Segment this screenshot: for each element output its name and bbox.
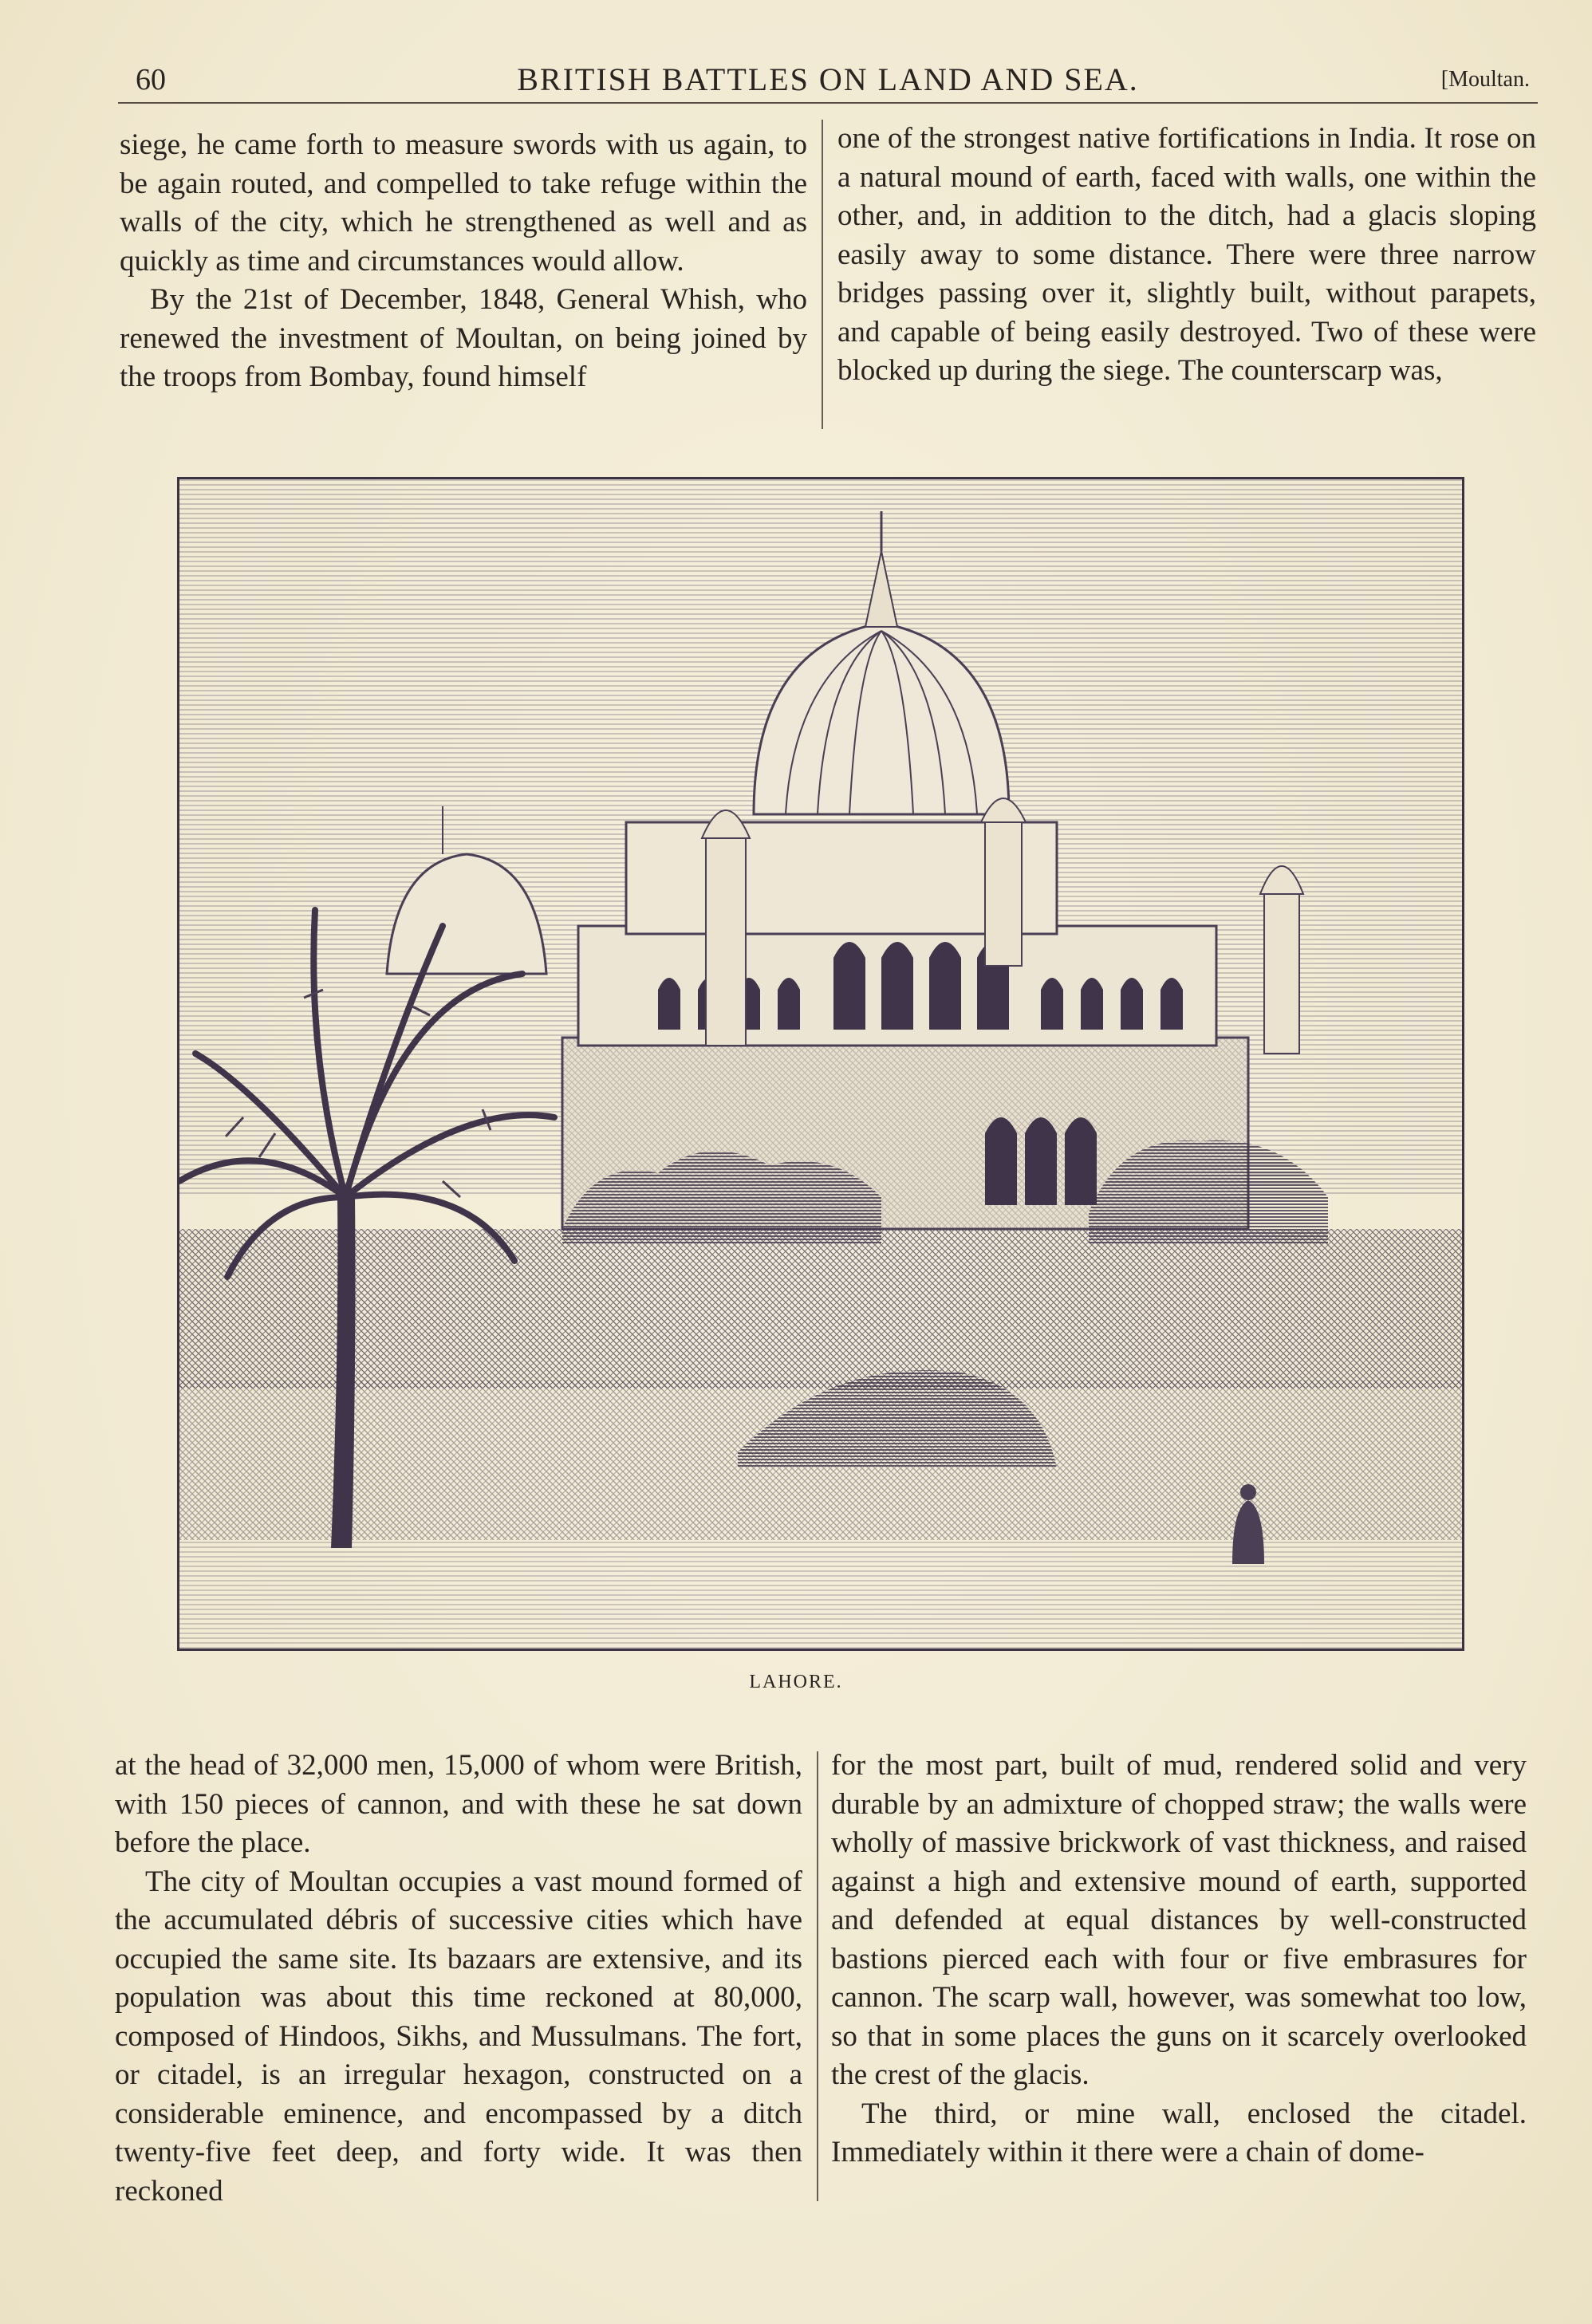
running-title: BRITISH BATTLES ON LAND AND SEA.	[517, 61, 1139, 97]
lahore-engraving	[177, 477, 1464, 1651]
paragraph: By the 21st of December, 1848, General Whish, who renewed the investment of Moultan, on being joined by the troops from Bombay, found himself	[120, 283, 807, 393]
paragraph: siege, he came forth to measure swords with us again, to be again routed, and compelled to take refuge within the walls of the city, which he strengthened as well and as quickly as time and circumstances would allow.	[120, 128, 807, 278]
paragraph: The city of Moultan occupies a vast mound formed of the accumulated débris of successive cities which have occupied the same site. Its bazaars are extensive, and its population was about this time reckoned at 80,000, composed of Hindoos, Sikhs, and Mussulmans. The fort, or citadel, is an irregular hexagon, constructed on a considerable eminence, and encompassed by a ditch twenty-five feet deep, and forty wide. It was then reckoned	[115, 1865, 802, 2208]
fort-wall	[179, 1229, 1462, 1388]
illustration-caption: LAHORE.	[749, 1672, 843, 1692]
paragraph: at the head of 32,000 men, 15,000 of whom were British, with 150 pieces of cannon, and with these he sat down before the place.	[115, 1749, 802, 1859]
text-column-top-left	[120, 126, 807, 397]
column-divider	[822, 120, 823, 429]
ground	[179, 1540, 1462, 1648]
section-marker: [Moultan.	[1440, 67, 1530, 92]
text-column-bottom-left	[115, 1747, 802, 2211]
paragraph: for the most part, built of mud, rendered solid and very durable by an admixture of chopped straw; the walls were wholly of massive brickwork of vast thickness, and raised against a high and extensive mound of earth, supported and defended at equal distances by well-constructed bastions pierced each with four or five embrasures for cannon. The scarp wall, however, was somewhat too low, so that in some places the guns on it scarcely overlooked the crest of the glacis.	[831, 1749, 1527, 2091]
page-number: 60	[136, 63, 166, 97]
paragraph: The third, or mine wall, enclosed the citadel. Immediately within it there were a chain of dome-	[831, 2097, 1527, 2168]
figure-head	[1240, 1484, 1256, 1500]
text-column-top-right	[837, 120, 1536, 391]
engraving-illustration	[179, 479, 1462, 1648]
paragraph: one of the strongest native fortifications in India. It rose on a natural mound of earth, faced with walls, one within the other, and, in addition to the ditch, had a glacis sloping easily away to some distance. There were three narrow bridges passing over it, slightly built, without parapets, and capable of being easily destroyed. Two of these were blocked up during the siege. The counterscarp was,	[837, 122, 1536, 387]
running-header	[118, 56, 1538, 104]
text-column-bottom-right	[831, 1747, 1527, 2172]
column-divider	[817, 1751, 818, 2201]
